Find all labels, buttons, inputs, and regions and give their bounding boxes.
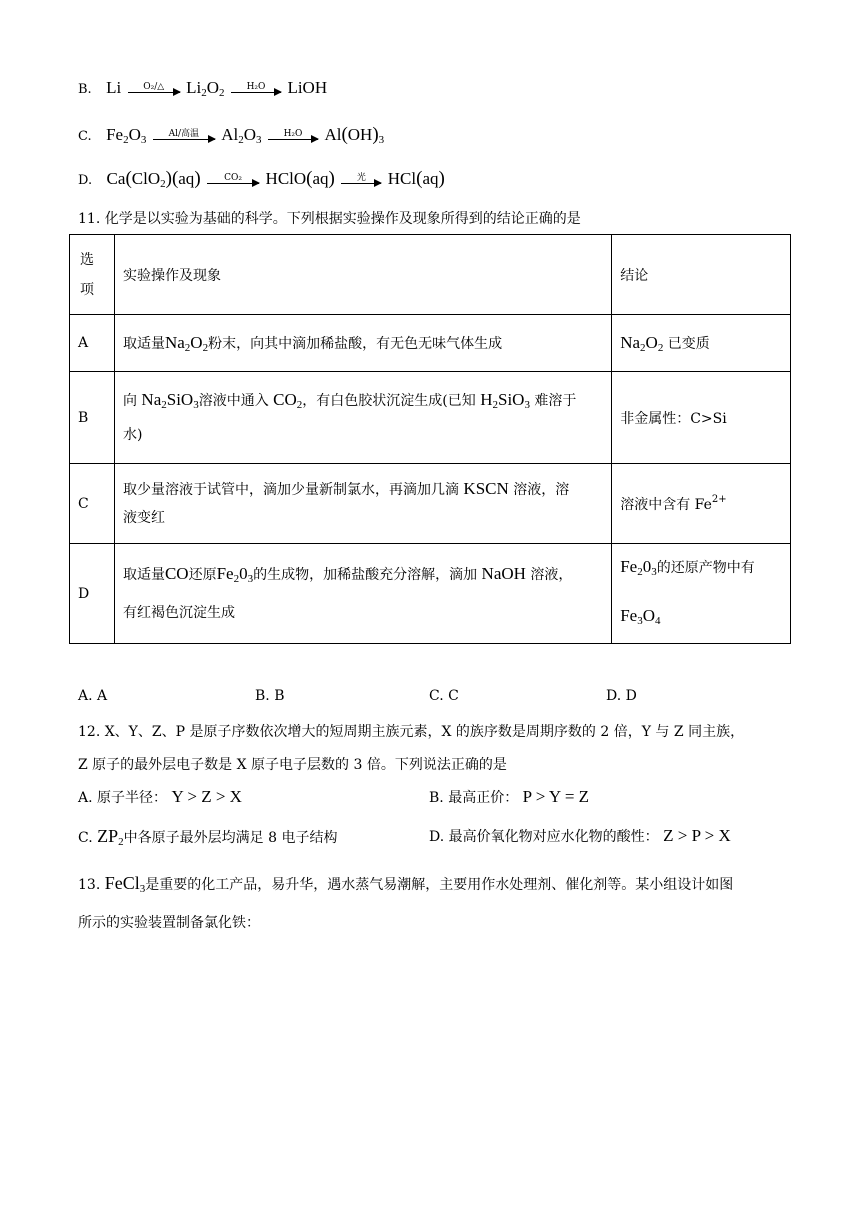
row-operation: 取适量CO还原$Fe_20_3$的生成物，加稀盐酸充分溶解，滴加 NaOH 溶液， 有红褐色沉淀生成	[114, 544, 611, 644]
option-c	[78, 124, 384, 146]
row-conclusion: $Fe_20_3$的还原产物中有 $Fe_3O_4$	[612, 544, 791, 644]
formula: Li	[106, 78, 122, 97]
option-label: D.	[78, 173, 93, 188]
row-option: A	[70, 315, 115, 372]
reaction-arrow: CO₂	[207, 173, 259, 184]
option-b	[78, 78, 327, 99]
formula: Ca(ClO$_2$)(aq)	[106, 168, 201, 190]
header-option: 选 项	[70, 235, 115, 315]
table-row	[70, 544, 791, 644]
formula: $Li_2O_2$	[186, 78, 225, 99]
row-conclusion: 溶液中含有 $Fe^{2+}$	[612, 464, 791, 544]
option-label: C.	[78, 129, 92, 144]
answer-option-c: C. C	[429, 688, 459, 704]
row-option: B	[70, 372, 115, 464]
formula: LiOH	[287, 78, 328, 97]
reaction-arrow: 光	[341, 173, 381, 184]
option-d	[78, 168, 445, 190]
option-label: B.	[78, 82, 92, 97]
header-conclusion: 结论	[612, 235, 791, 315]
q12-option-b: B. 最高正价： P > Y = Z	[429, 787, 590, 806]
row-operation: 取适量$Na_2O_2$粉末，向其中滴加稀盐酸，有无色无味气体生成	[114, 315, 611, 372]
formula: $Al(OH)_3$	[324, 124, 385, 146]
table-row	[70, 464, 791, 544]
row-operation: 取少量溶液于试管中，滴加少量新制氯水，再滴加几滴 KSCN 溶液，溶 液变红	[114, 464, 611, 544]
reaction-arrow: Al/高温	[153, 129, 215, 140]
row-operation: 向 $Na_2SiO_3$溶液中通入 $CO_2$，有白色胶状沉淀生成(已知 $H_2SiO_3$ 难溶于 水)	[114, 372, 611, 464]
row-option: D	[70, 544, 115, 644]
q12-option-a: A. 原子半径： Y > Z > X	[78, 787, 242, 806]
answer-option-d: D. D	[606, 688, 637, 704]
question-12-stem-line1: 12. X、Y、Z、P 是原子序数依次增大的短周期主族元素，X 的族序数是周期序数的 2 倍，Y 与 Z 同主族，	[78, 724, 745, 740]
question-12-stem-line2: Z 原子的最外层电子数是 X 原子电子层数的 3 倍。下列说法正确的是	[78, 757, 507, 773]
answer-option-b: B. B	[255, 688, 285, 704]
reaction-arrow: O₂/△	[128, 82, 180, 93]
answer-option-a: A. A	[78, 688, 108, 704]
question-11-stem: 11. 化学是以实验为基础的科学。下列根据实验操作及现象所得到的结论正确的是	[78, 211, 581, 227]
q12-option-d: D. 最高价氧化物对应水化物的酸性： Z > P > X	[429, 826, 731, 845]
row-option: C	[70, 464, 115, 544]
experiment-table	[69, 234, 791, 644]
table-row	[70, 372, 791, 464]
table-header-row	[70, 235, 791, 315]
question-13-line1: 13. FeCl$_3$是重要的化工产品，易升华，遇水蒸气易潮解，主要用作水处理剂、催化剂等。某小组设计如图	[78, 873, 734, 895]
formula: HClO(aq)	[265, 168, 335, 189]
question-13-line2: 所示的实验装置制备氯化铁：	[78, 915, 260, 931]
row-conclusion: 非金属性：C>Si	[612, 372, 791, 464]
formula: $Fe_2O_3$	[106, 125, 147, 146]
row-conclusion: $Na_2O_2$ 已变质	[612, 315, 791, 372]
header-operation: 实验操作及现象	[114, 235, 611, 315]
reaction-arrow: H₂O	[268, 129, 318, 140]
q12-option-c: C. $ZP_2$中各原子最外层均满足 8 电子结构	[78, 826, 338, 848]
formula: $Al_2O_3$	[221, 125, 262, 146]
table-row	[70, 315, 791, 372]
reaction-arrow: H₂O	[231, 82, 281, 93]
formula: HCl(aq)	[387, 168, 445, 189]
